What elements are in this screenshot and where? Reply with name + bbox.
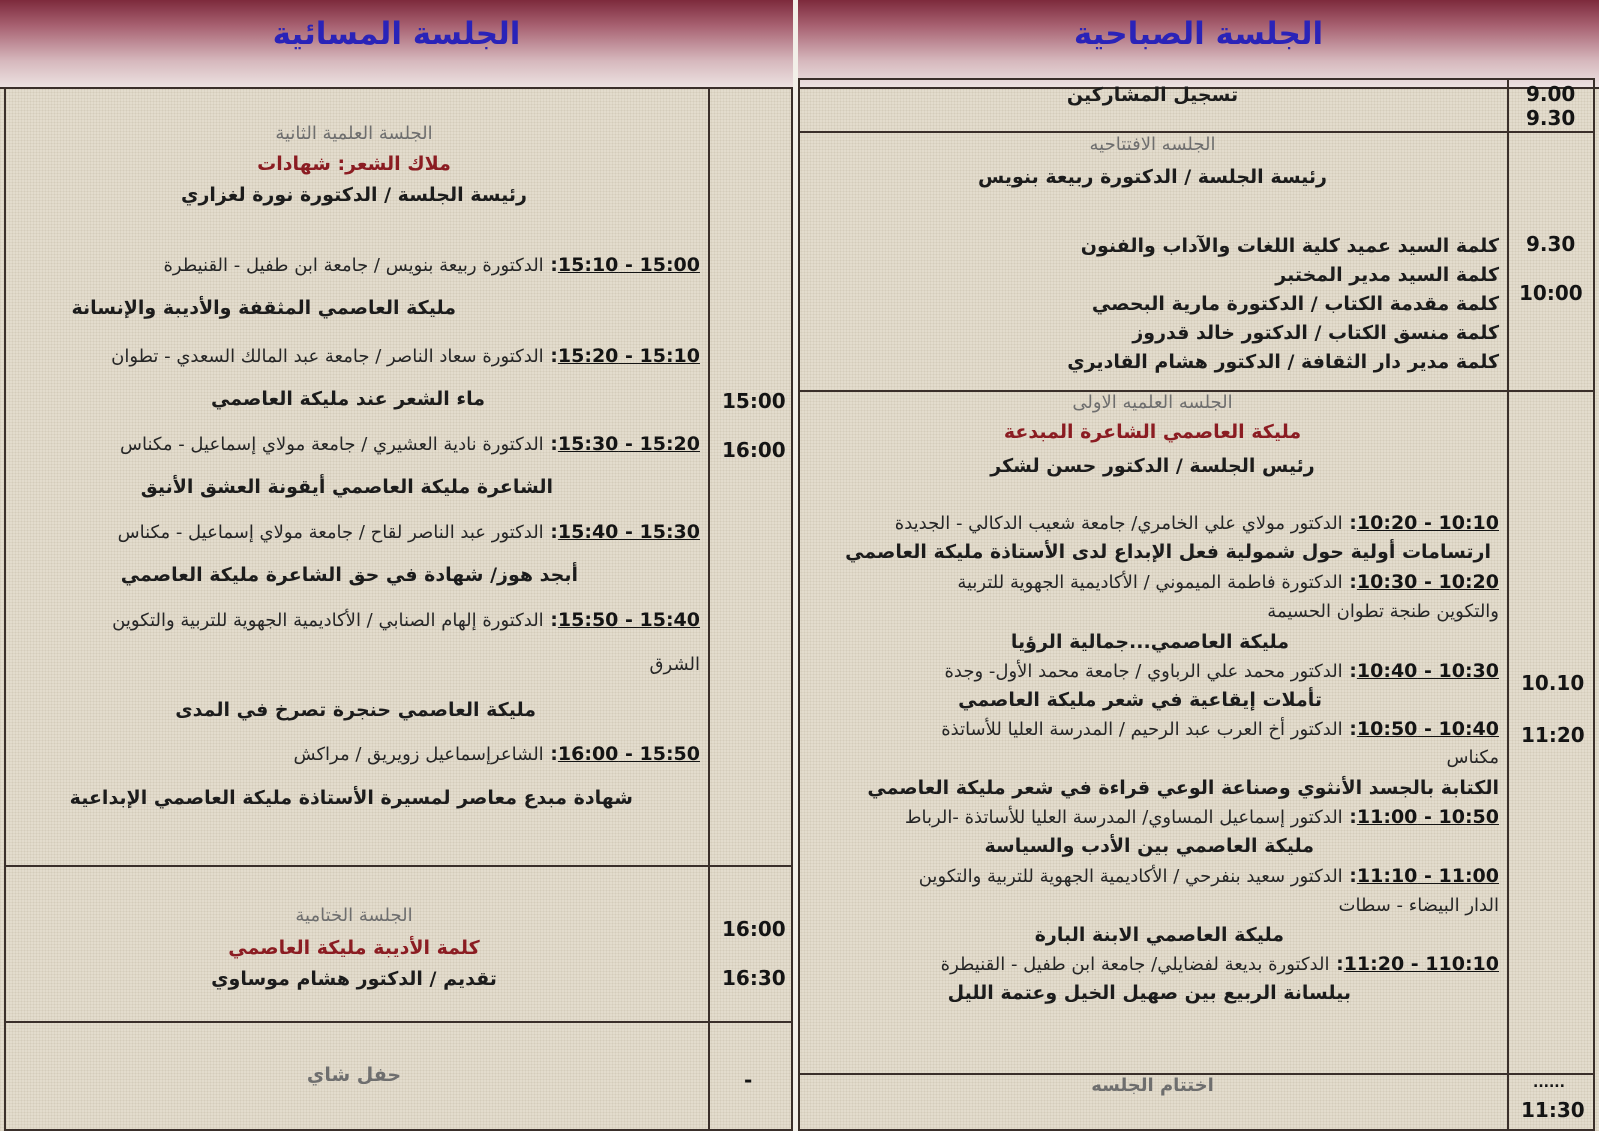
row-divider — [4, 1021, 793, 1023]
session2-label: الجلسة العلمية الثانية — [275, 123, 433, 144]
talk-title: الشاعرة مليكة العاصمي أيقونة العشق الأنيق — [140, 476, 553, 498]
registration-time-end: 9.30 — [1526, 106, 1576, 130]
column-divider — [1507, 78, 1509, 1131]
tea-label: حفل شاي — [306, 1064, 402, 1086]
session2-time-start: 15:00 — [722, 389, 786, 413]
talk-title: مليكة العاصمي حنجرة تصرخ في المدى — [175, 699, 536, 721]
talk-time: 10:50 - 11:00 — [1356, 806, 1499, 828]
talk-time: 15:20 - 15:30 — [557, 433, 700, 455]
talk-speaker: الدكتورة نادية العشيري / جامعة مولاي إسماعيل - مكناس — [120, 434, 544, 455]
morning-closing-dots: ...... — [1533, 1075, 1565, 1091]
registration-label: تسجيل المشاركين — [1066, 84, 1239, 106]
talk-title: الكتابة بالجسد الأنثوي وصناعة الوعي قراءة في شعر مليكة العاصمي — [867, 777, 1499, 799]
talk-time: 15:30 - 15:40 — [557, 521, 700, 543]
talk-speaker-line2: مكناس — [1446, 747, 1499, 768]
session1-theme: مليكة العاصمي الشاعرة المبدعة — [1003, 421, 1302, 443]
talk-speaker-line: 10:40 - 10:50: الدكتور أخ العرب عبد الرحيم / المدرسة العليا للأساتذة — [941, 718, 1499, 740]
talk-title: ماء الشعر عند مليكة العاصمي — [211, 388, 485, 410]
opening-speech: كلمة السيد عميد كلية اللغات والآداب والفنون — [1080, 235, 1499, 257]
talk-title: أبجد هوز/ شهادة في حق الشاعرة مليكة العاصمي — [120, 564, 578, 586]
talk-time: 15:00 - 15:10 — [557, 254, 700, 276]
talk-time: 10:10 - 10:20 — [1356, 512, 1499, 534]
talk-speaker: الدكتور محمد علي الرباوي / جامعة محمد الأول- وجدة — [944, 661, 1343, 682]
closing-block — [0, 865, 708, 1021]
talk-speaker: الشاعرإسماعيل زويريق / مراكش — [293, 744, 544, 765]
talk-speaker: الدكتورة ربيعة بنويس / جامعة ابن طفيل - القنيطرة — [163, 255, 544, 276]
talk-speaker-line: 110:10 - 11:20: الدكتورة بديعة لفضايلي/ جامعة ابن طفيل - القنيطرة — [940, 953, 1499, 975]
morning-panel — [798, 0, 1599, 1131]
opening-time-start: 9.30 — [1526, 232, 1576, 256]
morning-closing-label: اختتام الجلسه — [1091, 1075, 1214, 1096]
talk-speaker-line: 10:30 - 10:40: الدكتور محمد علي الرباوي / جامعة محمد الأول- وجدة — [944, 660, 1499, 682]
evening-title: الجلسة المسائية — [272, 16, 521, 52]
registration-time-start: 9.00 — [1526, 82, 1576, 106]
morning-closing-time: 11:30 — [1521, 1098, 1585, 1122]
talk-speaker-line: 11:00 - 11:10: الدكتور سعيد بنفرحي / الأكاديمية الجهوية للتربية والتكوين — [918, 865, 1499, 887]
session1-time-end: 11:20 — [1521, 723, 1585, 747]
closing-presenter: تقديم / الدكتور هشام موساوي — [211, 968, 497, 990]
opening-speech: كلمة مدير دار الثقافة / الدكتور هشام القاديري — [1067, 351, 1499, 373]
closing-time-end: 16:30 — [722, 966, 786, 990]
talk-title: مليكة العاصمي...جمالية الرؤيا — [1010, 631, 1289, 653]
talk-speaker: الدكتور أخ العرب عبد الرحيم / المدرسة العليا للأساتذة — [941, 719, 1343, 740]
morning-header — [798, 0, 1599, 89]
talk-time: 10:20 - 10:30 — [1356, 571, 1499, 593]
talk-time: 10:40 - 10:50 — [1356, 718, 1499, 740]
talk-speaker-line2: والتكوين طنجة تطوان الحسيمة — [1267, 601, 1499, 622]
talk-speaker-line: 15:20 - 15:30: الدكتورة نادية العشيري / جامعة مولاي إسماعيل - مكناس — [120, 433, 700, 455]
talk-speaker: الدكتورة فاطمة الميموني / الأكاديمية الجهوية للتربية — [957, 572, 1343, 593]
talk-title: مليكة العاصمي المثقفة والأديبة والإنسانة — [71, 297, 456, 319]
talk-speaker: الدكتور عبد الناصر لقاح / جامعة مولاي إسماعيل - مكناس — [117, 522, 544, 543]
talk-title: مليكة العاصمي الابنة البارة — [1034, 924, 1284, 946]
evening-panel — [0, 0, 793, 1131]
closing-label: الجلسة الختامية — [295, 905, 413, 926]
opening-speech: كلمة منسق الكتاب / الدكتور خالد قدروز — [1132, 322, 1499, 344]
talk-speaker: الدكتور مولاي علي الخامري/ جامعة شعيب الدكالي - الجديدة — [894, 513, 1343, 534]
talk-speaker-line: 15:40 - 15:50: الدكتورة إلهام الصنابي / الأكاديمية الجهوية للتربية والتكوين — [112, 609, 700, 631]
talk-time: 15:40 - 15:50 — [557, 609, 700, 631]
morning-title: الجلسة الصباحية — [1073, 16, 1324, 52]
session1-time-start: 10.10 — [1521, 671, 1585, 695]
talk-speaker-line: 10:10 - 10:20: الدكتور مولاي علي الخامري/ جامعة شعيب الدكالي - الجديدة — [894, 512, 1499, 534]
opening-speech: كلمة مقدمة الكتاب / الدكتورة مارية البحصي — [1091, 293, 1499, 315]
session2-theme: ملاك الشعر: شهادات — [257, 153, 451, 175]
talk-speaker-line: 15:30 - 15:40: الدكتور عبد الناصر لقاح / جامعة مولاي إسماعيل - مكناس — [117, 521, 700, 543]
talk-speaker-line2: الدار البيضاء - سطات — [1338, 895, 1499, 916]
row-divider — [798, 131, 1595, 133]
talk-title: مليكة العاصمي بين الأدب والسياسة — [984, 835, 1314, 857]
tea-time: - — [744, 1068, 753, 1092]
talk-speaker: الدكتور إسماعيل المساوي/ المدرسة العليا للأساتذة -الرباط — [904, 807, 1343, 828]
talk-title: تأملات إيقاعية في شعر مليكة العاصمي — [958, 689, 1322, 711]
talk-speaker-line: 10:50 - 11:00: الدكتور إسماعيل المساوي/ المدرسة العليا للأساتذة -الرباط — [904, 806, 1499, 828]
talk-time: 11:00 - 11:10 — [1356, 865, 1499, 887]
opening-label: الجلسه الافتتاحيه — [1089, 134, 1216, 155]
talk-speaker: الدكتورة إلهام الصنابي / الأكاديمية الجهوية للتربية والتكوين — [112, 610, 544, 631]
closing-speech: كلمة الأديبة مليكة العاصمي — [228, 937, 480, 959]
talk-speaker-line: 15:50 - 16:00: الشاعرإسماعيل زويريق / مراكش — [293, 743, 700, 765]
session1-label: الجلسه العلميه الاولى — [1072, 392, 1233, 413]
talk-time: 110:10 - 11:20 — [1343, 953, 1499, 975]
talk-title: شهادة مبدع معاصر لمسيرة الأستاذة مليكة العاصمي الإبداعية — [69, 787, 633, 809]
talk-speaker-line: 15:10 - 15:20: الدكتورة سعاد الناصر / جامعة عبد المالك السعدي - تطوان — [111, 345, 700, 367]
talk-title: بيلسانة الربيع بين صهيل الخيل وعتمة الليل — [947, 982, 1351, 1004]
talk-speaker-line: 10:20 - 10:30: الدكتورة فاطمة الميموني / الأكاديمية الجهوية للتربية — [957, 571, 1499, 593]
session2-chair: رئيسة الجلسة / الدكتورة نورة لغزاري — [181, 184, 527, 206]
talk-time: 10:30 - 10:40 — [1356, 660, 1499, 682]
talk-title: ارتسامات أولية حول شمولية فعل الإبداع لدى الأستاذة مليكة العاصمي — [845, 541, 1491, 563]
session2-block — [0, 0, 708, 865]
session1-chair: رئيس الجلسة / الدكتور حسن لشكر — [990, 455, 1315, 477]
column-divider — [708, 87, 710, 1131]
talk-speaker-line2: الشرق — [649, 654, 700, 675]
talk-speaker: الدكتورة بديعة لفضايلي/ جامعة ابن طفيل - القنيطرة — [940, 954, 1330, 975]
talk-time: 15:50 - 16:00 — [557, 743, 700, 765]
talk-speaker-line: 15:00 - 15:10: الدكتورة ربيعة بنويس / جامعة ابن طفيل - القنيطرة — [163, 254, 700, 276]
closing-time-start: 16:00 — [722, 917, 786, 941]
opening-time-end: 10:00 — [1519, 281, 1583, 305]
talk-speaker: الدكتورة سعاد الناصر / جامعة عبد المالك السعدي - تطوان — [111, 346, 544, 367]
talk-time: 15:10 - 15:20 — [557, 345, 700, 367]
opening-speech: كلمة السيد مدير المختبر — [1275, 264, 1499, 286]
session2-time-end: 16:00 — [722, 438, 786, 462]
talk-speaker: الدكتور سعيد بنفرحي / الأكاديمية الجهوية للتربية والتكوين — [918, 866, 1343, 887]
opening-chair: رئيسة الجلسة / الدكتورة ربيعة بنويس — [977, 166, 1327, 188]
